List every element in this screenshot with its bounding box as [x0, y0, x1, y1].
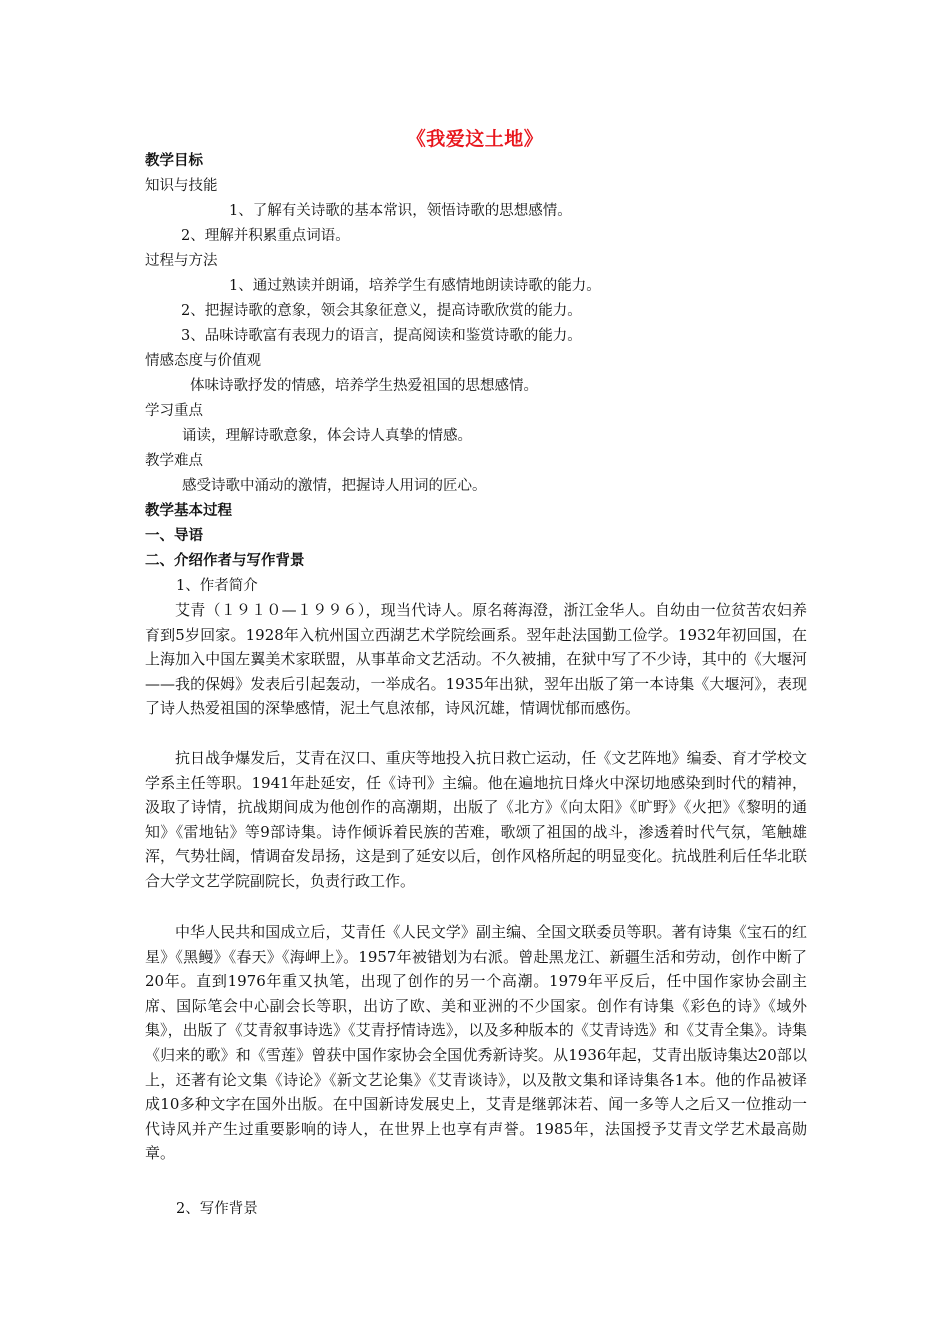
process-main-heading: 教学基本过程 — [145, 502, 232, 519]
emotion-heading: 情感态度与价值观 — [145, 353, 261, 369]
author-paragraph-1: 艾青（１９１０—１９９６），现当代诗人。原名蒋海澄，浙江金华人。自幼由一位贫苦农妇养育到5岁回家。1928年入杭州国立西湖艺术学院绘画系。翌年赴法国勤工俭学。1932年初回国，在上海加入中国左翼美术家联盟，从事革命文艺活动。不久被捕，在狱中写了不少诗，其中的《大堰河——我的保姆》发表后引起轰动，一举成名。1935年出狱，翌年出版了第一本诗集《大堰河》，表现了诗人热爱祖国的深挚感情，泥土气息浓郁，诗风沉雄，情调忧郁而感伤。 — [145, 601, 807, 718]
document-title: 《我爱这土地》 — [406, 128, 544, 150]
section-2-heading: 二、介绍作者与写作背景 — [145, 552, 305, 569]
process-item-1: 1、通过熟读并朗诵，培养学生有感情地朗读诗歌的能力。 — [229, 278, 601, 294]
author-paragraph-2: 抗日战争爆发后，艾青在汉口、重庆等地投入抗日救亡运动，任《文艺阵地》编委、育才学校文学系主任等职。1941年赴延安，任《诗刊》主编。他在遍地抗日烽火中深切地感染到时代的精神，汲取了诗情，抗战期间成为他创作的高潮期，出版了《北方》《向太阳》《旷野》《火把》《黎明的通知》《雷地钻》等9部诗集。诗作倾诉着民族的苦难，歌颂了祖国的战斗，渗透着时代气氛，笔触雄浑，气势壮阔，情调奋发昂扬，这是到了延安以后，创作风格所起的明显变化。抗战胜利后任华北联合大学文艺学院副院长，负责行政工作。 — [145, 749, 807, 890]
difficulty-item-1: 感受诗歌中涌动的激情，把握诗人用词的匠心。 — [182, 478, 487, 494]
knowledge-heading: 知识与技能 — [145, 178, 218, 194]
focus-item-1: 诵读，理解诗歌意象，体会诗人真挚的情感。 — [182, 428, 472, 444]
author-paragraph-3: 中华人民共和国成立后，艾青任《人民文学》副主编、全国文联委员等职。著有诗集《宝石的红星》《黑鳗》《春天》《海岬上》。1957年被错划为右派。曾赴黑龙江、新疆生活和劳动，创作中断了20年。直到1976年重又执笔，出现了创作的另一个高潮。1979年平反后，任中国作家协会副主席、国际笔会中心副会长等职，出访了欧、美和亚洲的不少国家。创作有诗集《彩色的诗》《域外集》，出版了《艾青叙事诗选》《艾青抒情诗选》，以及多种版本的《艾青诗选》和《艾青全集》。诗集《归来的歌》和《雪莲》曾获中国作家协会全国优秀新诗奖。从1936年起，艾青出版诗集达20部以上，还著有论文集《诗论》《新文艺论集》《艾青谈诗》，以及散文集和译诗集各1本。他的作品被译成10多种文字在国外出版。在中国新诗发展史上，艾青是继郭沫若、闻一多等人之后又一位推动一代诗风并产生过重要影响的诗人，在世界上也享有声誉。1985年，法国授予艾青文学艺术最高勋章。 — [145, 923, 807, 1163]
process-heading: 过程与方法 — [145, 253, 218, 269]
knowledge-item-2: 2、理解并积累重点词语。 — [181, 228, 350, 244]
process-item-3: 3、品味诗歌富有表现力的语言，提高阅读和鉴赏诗歌的能力。 — [181, 328, 582, 344]
section-1-heading: 一、导语 — [145, 527, 203, 544]
knowledge-item-1: 1、了解有关诗歌的基本常识，领悟诗歌的思想感情。 — [229, 203, 572, 219]
author-subheading: 1、作者简介 — [176, 578, 258, 594]
objectives-heading: 教学目标 — [145, 152, 203, 169]
background-subheading: 2、写作背景 — [176, 1201, 258, 1217]
focus-heading: 学习重点 — [145, 403, 203, 419]
difficulty-heading: 教学难点 — [145, 453, 203, 469]
emotion-item-1: 体味诗歌抒发的情感，培养学生热爱祖国的思想感情。 — [190, 378, 538, 394]
process-item-2: 2、把握诗歌的意象，领会其象征意义，提高诗歌欣赏的能力。 — [181, 303, 582, 319]
